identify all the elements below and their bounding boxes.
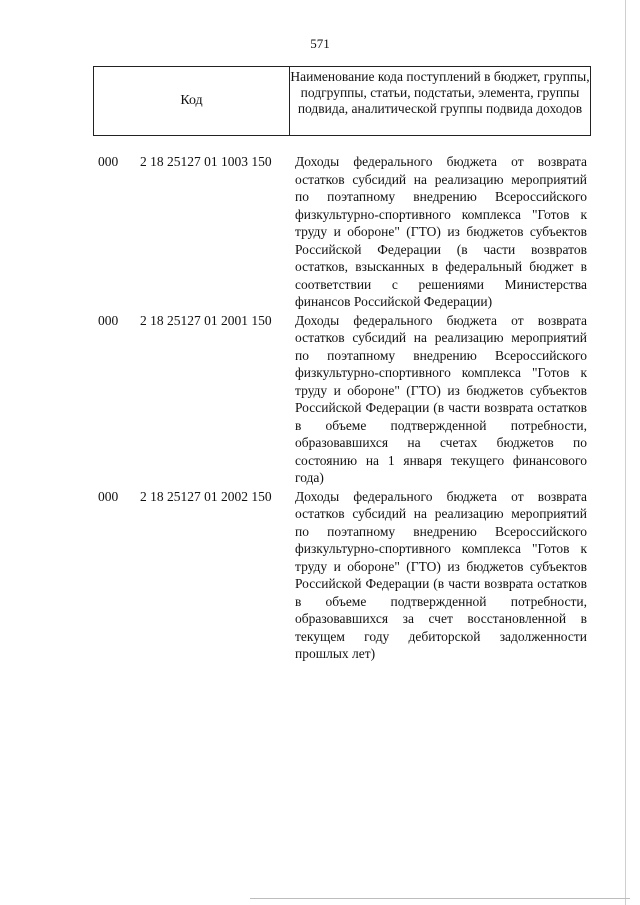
- admin-code: 000: [98, 488, 119, 504]
- table-row: [98, 488, 594, 663]
- revenue-code: 2 18 25127 01 2001 150: [140, 312, 272, 328]
- header-name-cell: Наименование кода поступлений в бюджет, группы, подгруппы, статьи, подстатьи, элемента, группы подвида, аналитической группы подвида доходов: [290, 69, 590, 116]
- page-number: 571: [310, 36, 330, 51]
- revenue-description: Доходы федерального бюджета от возврата остатков субсидий на реализацию мероприятий по поэтапному внедрению Всероссийского физкультурно-спортивного комплекса "Готов к труду и обороне" (ГТО) из бюджетов субъектов Российской Федерации (в части возвратов остатков, взысканных в федеральный бюджет в соответствии с решениями Министерства финансов Российской Федерации): [295, 154, 587, 309]
- scan-bottom-line: [250, 898, 630, 899]
- table-row: [98, 312, 594, 487]
- table-body: [98, 153, 594, 664]
- revenue-description: Доходы федерального бюджета от возврата остатков субсидий на реализацию мероприятий по поэтапному внедрению Всероссийского физкультурно-спортивного комплекса "Готов к труду и обороне" (ГТО) из бюджетов субъектов Российской Федерации (в части возврата остатков в объеме подтвержденной потребности, образовавшихся на счетах бюджетов по состоянию на 1 января текущего финансового года): [295, 312, 587, 485]
- header-code-label: Код: [180, 93, 203, 108]
- table-row: [98, 153, 594, 311]
- admin-code: 000: [98, 312, 119, 328]
- table-header: [93, 66, 591, 136]
- revenue-code: 2 18 25127 01 2002 150: [140, 488, 272, 504]
- revenue-description: Доходы федерального бюджета от возврата остатков субсидий на реализацию мероприятий по поэтапному внедрению Всероссийского физкультурно-спортивного комплекса "Готов к труду и обороне" (ГТО) из бюджетов субъектов Российской Федерации (в части возврата остатков в объеме подтвержденной потребности, образовавшихся за счет восстановленной в текущем году дебиторской задолженности прошлых лет): [295, 488, 587, 661]
- admin-code: 000: [98, 154, 119, 169]
- revenue-code: 2 18 25127 01 1003 150: [140, 154, 272, 169]
- scan-edge-line: [625, 0, 626, 905]
- header-code-cell: [94, 67, 290, 135]
